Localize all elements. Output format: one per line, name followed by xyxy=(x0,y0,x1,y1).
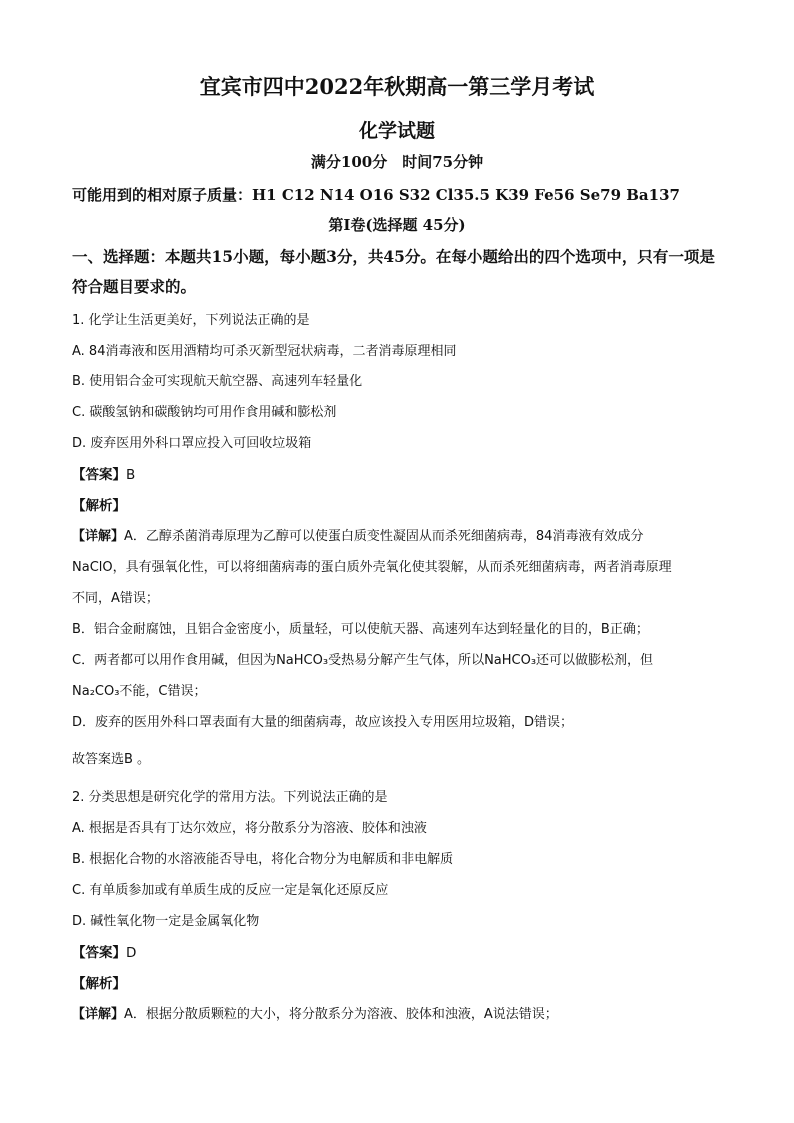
score-time-line: 满分100分 时间75分钟 xyxy=(310,153,484,171)
question-2-option-c: C. 有单质参加或有单质生成的反应一定是氧化还原反应 xyxy=(72,883,389,898)
question-1-detail-line-5: C．两者都可以用作食用碱，但因为NaHCO₃受热易分解产生气体，所以NaHCO₃还可以做膨松剂，但 xyxy=(72,653,654,668)
answer-value: B xyxy=(126,467,136,483)
answer-value: D xyxy=(126,945,137,961)
answer-label: 【答案】 xyxy=(72,945,126,961)
question-1-detail-line-1: 【详解】A．乙醇杀菌消毒原理为乙醇可以使蛋白质变性凝固从而杀死细菌病毒，84消毒液有效成分 xyxy=(72,529,644,544)
question-2-answer xyxy=(72,941,136,961)
question-1-stem: 1. 化学让生活更美好，下列说法正确的是 xyxy=(72,313,310,328)
question-2-detail-line-1: 【详解】A．根据分散质颗粒的大小，将分散系分为溶液、胶体和浊液，A说法错误； xyxy=(72,1007,558,1022)
question-2-option-d: D. 碱性氧化物一定是金属氧化物 xyxy=(72,914,260,929)
question-2-stem: 2. 分类思想是研究化学的常用方法。下列说法正确的是 xyxy=(72,790,388,805)
question-1-conclusion: 故答案选B 。 xyxy=(72,752,151,767)
question-1-detail-line-4: B．铝合金耐腐蚀，且铝合金密度小，质量轻，可以使航天器、高速列车达到轻量化的目的，B正确； xyxy=(72,622,649,637)
section-heading: 第I卷(选择题 45分) xyxy=(328,216,466,234)
question-1-option-c: C. 碳酸氢钠和碳酸钠均可用作食用碱和膨松剂 xyxy=(72,405,337,420)
section-instructions: 一、选择题：本题共15小题，每小题3分，共45分。在每小题给出的四个选项中，只有一项是符合题目要求的。 xyxy=(72,247,715,296)
question-1-detail-line-3: 不同，A错误； xyxy=(72,591,159,606)
detail-label: 【详解】 xyxy=(72,1007,125,1022)
question-1-detail-line-2: NaClO，具有强氧化性，可以将细菌病毒的蛋白质外壳氧化使其裂解，从而杀死细菌病毒，两者消毒原理 xyxy=(72,560,672,575)
question-1-detail-line-6: Na₂CO₃不能，C错误； xyxy=(72,684,207,699)
question-2-option-a: A. 根据是否具有丁达尔效应，将分散系分为溶液、胶体和浊液 xyxy=(72,821,427,836)
answer-label: 【答案】 xyxy=(72,467,126,483)
question-1-answer xyxy=(72,463,135,483)
question-1-detail-line-7: D．废弃的医用外科口罩表面有大量的细菌病毒，故应该投入专用医用垃圾箱，D错误； xyxy=(72,715,574,730)
question-1-option-b: B. 使用铝合金可实现航天航空器、高速列车轻量化 xyxy=(72,374,363,389)
question-2-analysis-label: 【解析】 xyxy=(72,976,126,992)
detail-label: 【详解】 xyxy=(72,529,125,544)
question-1-option-d: D. 废弃医用外科口罩应投入可回收垃圾箱 xyxy=(72,436,312,451)
question-1-option-a: A. 84消毒液和医用酒精均可杀灭新型冠状病毒，二者消毒原理相同 xyxy=(72,344,457,359)
exam-subtitle: 化学试题 xyxy=(358,120,435,142)
exam-title: 宜宾市四中2022年秋期高一第三学月考试 xyxy=(199,74,595,99)
atomic-masses-line: 可能用到的相对原子质量：H1 C12 N14 O16 S32 Cl35.5 K39 Fe56 Se79 Ba137 xyxy=(72,186,680,204)
question-1-analysis-label: 【解析】 xyxy=(72,498,126,514)
question-2-option-b: B. 根据化合物的水溶液能否导电，将化合物分为电解质和非电解质 xyxy=(72,852,454,867)
